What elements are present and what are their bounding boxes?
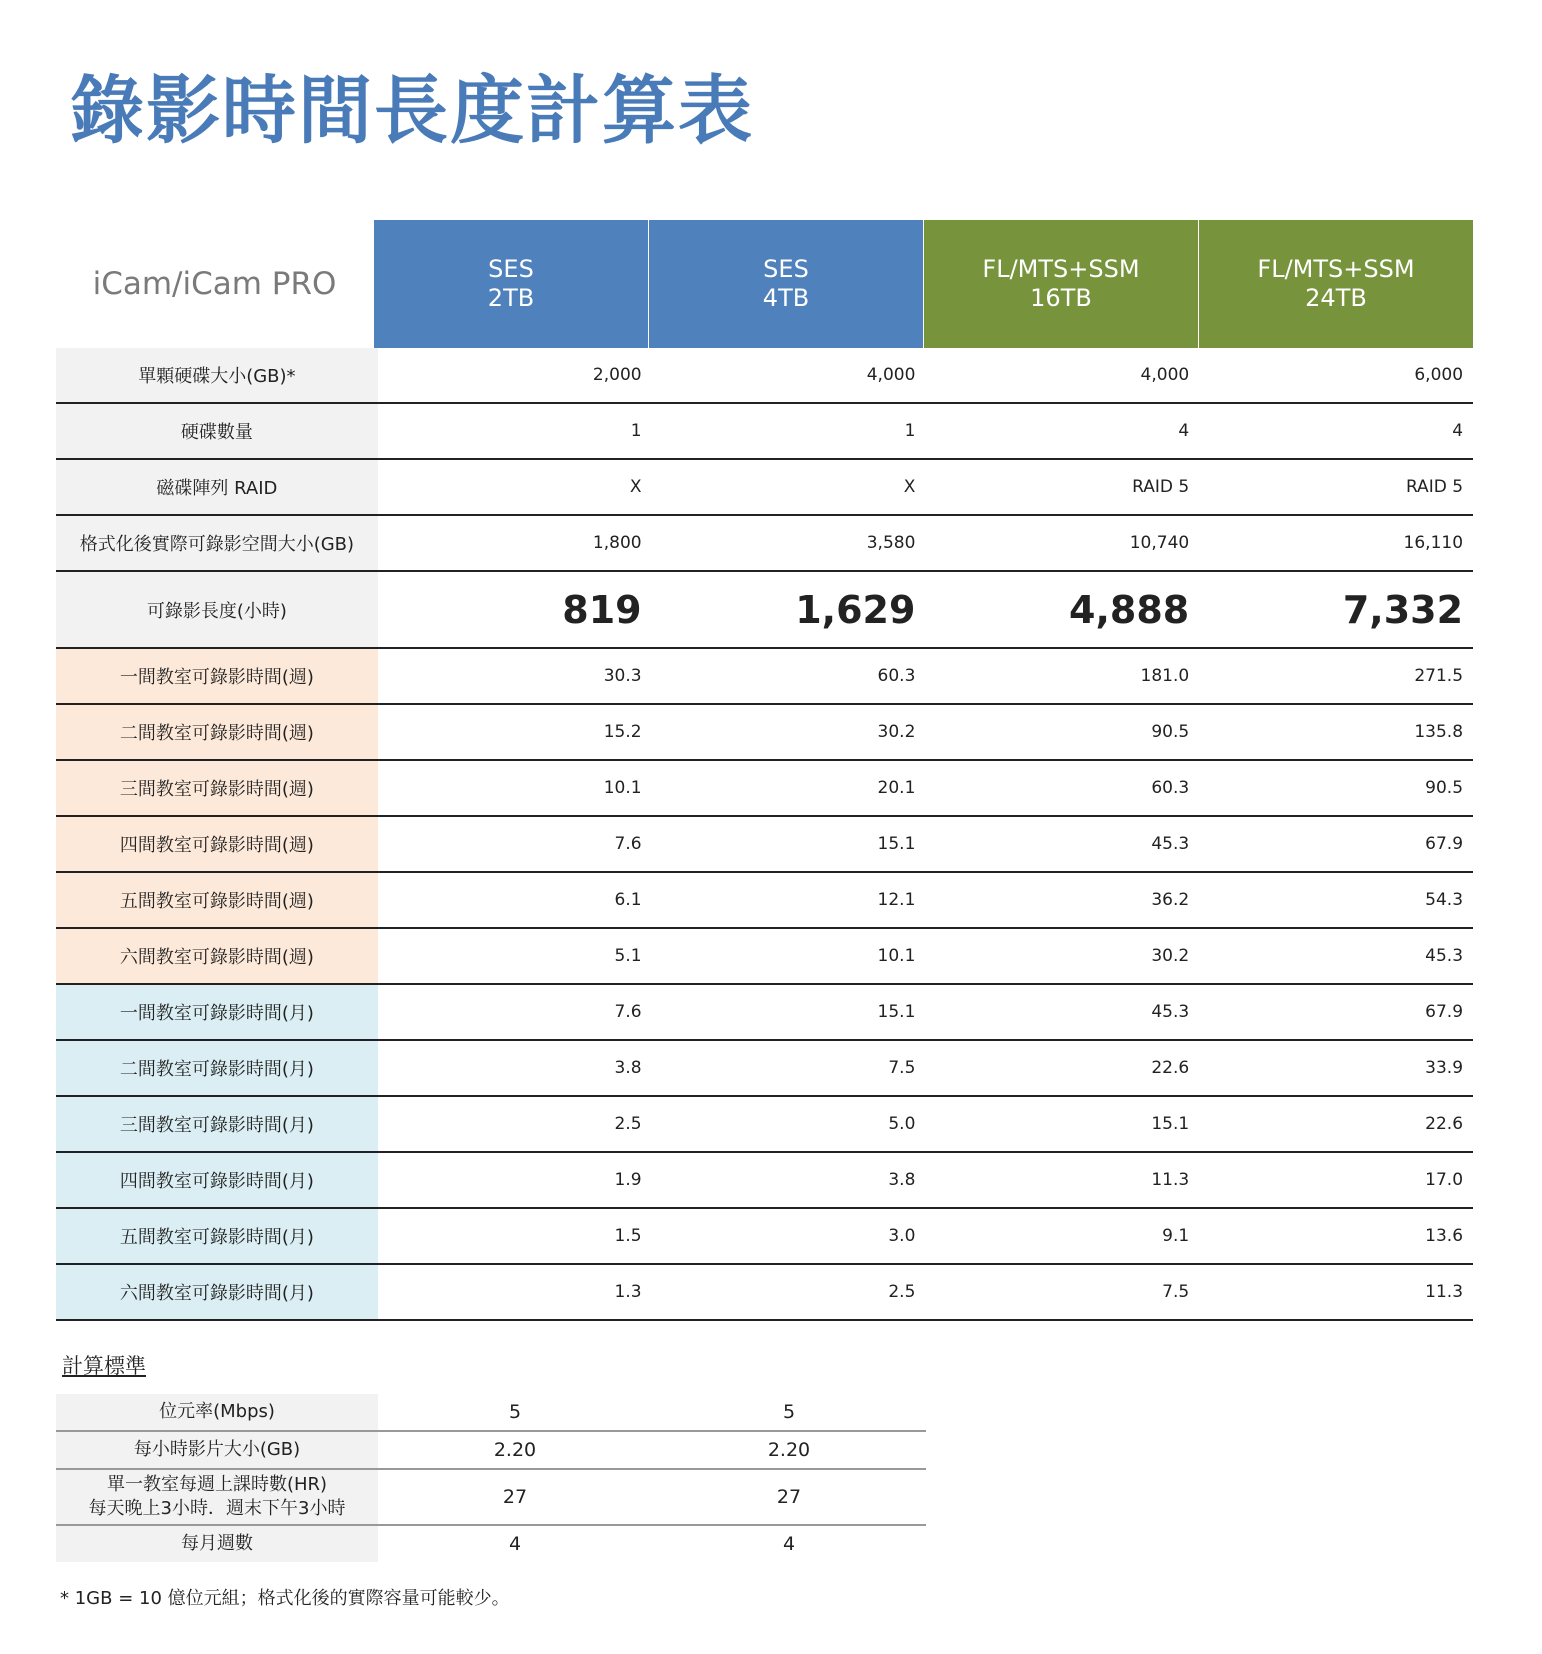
table-row <box>56 1153 1473 1209</box>
calc-label: 每小時影片大小(GB) <box>133 1439 301 1460</box>
cell-value: 5.0 <box>888 1114 916 1134</box>
calc-value: 5 <box>782 1401 796 1423</box>
cell-value: 90.5 <box>1425 778 1464 798</box>
column-model: SES <box>488 255 534 283</box>
row-label: 五間教室可錄影時間(月) <box>56 1209 378 1263</box>
cell-value: 17.0 <box>1425 1170 1464 1190</box>
calc-value: 4 <box>782 1533 796 1555</box>
cell-value: 10.1 <box>877 946 916 966</box>
cell-value: 4,888 <box>1069 587 1190 632</box>
cell-value: 4,000 <box>1140 365 1190 385</box>
column-capacity: 2TB <box>487 284 535 312</box>
cell-value: 30.3 <box>603 666 642 686</box>
calc-label-note: 每天晚上3小時．週末下午3小時 <box>88 1498 346 1519</box>
row-label: 三間教室可錄影時間(週) <box>56 761 378 815</box>
table-row <box>56 1041 1473 1097</box>
cell-value: 10.1 <box>603 778 642 798</box>
row-label: 四間教室可錄影時間(週) <box>56 817 378 871</box>
table-row <box>56 649 1473 705</box>
calc-row <box>56 1394 926 1432</box>
calc-standard-title: 計算標準 <box>62 1354 146 1378</box>
calc-value: 2.20 <box>767 1439 811 1461</box>
cell-value: 20.1 <box>877 778 916 798</box>
cell-value: 5.1 <box>614 946 642 966</box>
product-name: iCam/iCam PRO <box>92 266 337 302</box>
cell-value: 45.3 <box>1151 1002 1190 1022</box>
calc-row <box>56 1526 926 1562</box>
column-model: FL/MTS+SSM <box>982 255 1140 283</box>
cell-value: 67.9 <box>1425 1002 1464 1022</box>
cell-value: 9.1 <box>1162 1226 1190 1246</box>
calc-row <box>56 1432 926 1470</box>
row-label: 一間教室可錄影時間(月) <box>56 985 378 1039</box>
row-label: 二間教室可錄影時間(週) <box>56 705 378 759</box>
cell-value: 15.1 <box>877 834 916 854</box>
cell-value: 67.9 <box>1425 834 1464 854</box>
table-row <box>56 404 1473 460</box>
cell-value: 3,580 <box>866 533 916 553</box>
table-row <box>56 817 1473 873</box>
calc-value: 27 <box>502 1486 528 1508</box>
calc-standard-table <box>56 1394 926 1562</box>
cell-value: 16,110 <box>1403 533 1464 553</box>
calc-label-cell <box>56 1432 378 1468</box>
column-capacity: 24TB <box>1305 284 1367 312</box>
cell-value: 11.3 <box>1425 1282 1464 1302</box>
table-row <box>56 348 1473 404</box>
row-label: 三間教室可錄影時間(月) <box>56 1097 378 1151</box>
calc-value: 2.20 <box>493 1439 537 1461</box>
recording-time-table <box>56 220 1473 1321</box>
row-label: 磁碟陣列 RAID <box>56 460 378 514</box>
column-header <box>923 220 1198 348</box>
cell-value: 12.1 <box>877 890 916 910</box>
cell-value: 135.8 <box>1414 722 1464 742</box>
table-row <box>56 572 1473 649</box>
calc-value: 4 <box>508 1533 522 1555</box>
cell-value: 10,740 <box>1129 533 1190 553</box>
cell-value: 54.3 <box>1425 890 1464 910</box>
page-title: 錄影時間長度計算表 <box>70 68 754 154</box>
calc-value: 27 <box>776 1486 802 1508</box>
table-row <box>56 985 1473 1041</box>
cell-value: 4,000 <box>866 365 916 385</box>
cell-value: 4 <box>1452 421 1464 441</box>
row-label: 二間教室可錄影時間(月) <box>56 1041 378 1095</box>
cell-value: 181.0 <box>1140 666 1190 686</box>
table-row <box>56 460 1473 516</box>
row-label: 可錄影長度(小時) <box>56 572 378 647</box>
cell-value: 60.3 <box>877 666 916 686</box>
table-row <box>56 705 1473 761</box>
cell-value: 4 <box>1178 421 1190 441</box>
cell-value: 2,000 <box>592 365 642 385</box>
row-label: 硬碟數量 <box>56 404 378 458</box>
cell-value: 30.2 <box>877 722 916 742</box>
cell-value: 3.8 <box>614 1058 642 1078</box>
cell-value: 30.2 <box>1151 946 1190 966</box>
cell-value: 13.6 <box>1425 1226 1464 1246</box>
row-label: 格式化後實際可錄影空間大小(GB) <box>56 516 378 570</box>
cell-value: 1.5 <box>614 1226 642 1246</box>
cell-value: 15.1 <box>877 1002 916 1022</box>
row-label: 五間教室可錄影時間(週) <box>56 873 378 927</box>
row-label: 六間教室可錄影時間(週) <box>56 929 378 983</box>
column-capacity: 4TB <box>762 284 810 312</box>
cell-value: 7.5 <box>888 1058 916 1078</box>
cell-value: 819 <box>562 587 642 632</box>
calc-row <box>56 1470 926 1526</box>
column-model: FL/MTS+SSM <box>1257 255 1415 283</box>
calc-label: 位元率(Mbps) <box>159 1401 275 1422</box>
cell-value: RAID 5 <box>1132 477 1190 497</box>
row-label: 單顆硬碟大小(GB)* <box>56 348 378 402</box>
calc-value: 5 <box>508 1401 522 1423</box>
row-label: 四間教室可錄影時間(月) <box>56 1153 378 1207</box>
table-row <box>56 929 1473 985</box>
calc-label: 每月週數 <box>181 1533 253 1554</box>
column-header <box>373 220 648 348</box>
calc-label: 單一教室每週上課時數(HR) <box>106 1474 328 1495</box>
row-label: 一間教室可錄影時間(週) <box>56 649 378 703</box>
cell-value: 2.5 <box>614 1114 642 1134</box>
cell-value: 3.8 <box>888 1170 916 1190</box>
cell-value: 1 <box>904 421 916 441</box>
cell-value: 1.9 <box>614 1170 642 1190</box>
cell-value: 1 <box>630 421 642 441</box>
row-label: 六間教室可錄影時間(月) <box>56 1265 378 1319</box>
cell-value: 7.6 <box>614 1002 642 1022</box>
cell-value: 90.5 <box>1151 722 1190 742</box>
calc-label-cell <box>56 1526 378 1562</box>
cell-value: 22.6 <box>1425 1114 1464 1134</box>
table-row <box>56 873 1473 929</box>
cell-value: RAID 5 <box>1405 477 1464 497</box>
cell-value: 3.0 <box>888 1226 916 1246</box>
calc-label-cell <box>56 1470 378 1524</box>
cell-value: 6.1 <box>614 890 642 910</box>
table-header <box>56 220 1473 348</box>
cell-value: 271.5 <box>1414 666 1464 686</box>
cell-value: 33.9 <box>1425 1058 1464 1078</box>
table-row <box>56 1097 1473 1153</box>
cell-value: 60.3 <box>1151 778 1190 798</box>
column-capacity: 16TB <box>1030 284 1092 312</box>
cell-value: 7.6 <box>614 834 642 854</box>
cell-value: 7.5 <box>1162 1282 1190 1302</box>
cell-value: 6,000 <box>1414 365 1464 385</box>
calc-label-cell <box>56 1394 378 1430</box>
cell-value: 1.3 <box>614 1282 642 1302</box>
cell-value: 2.5 <box>888 1282 916 1302</box>
cell-value: 45.3 <box>1151 834 1190 854</box>
cell-value: X <box>629 477 642 497</box>
table-row <box>56 761 1473 817</box>
cell-value: X <box>903 477 916 497</box>
cell-value: 22.6 <box>1151 1058 1190 1078</box>
footnote: * 1GB = 10 億位元組；格式化後的實際容量可能較少。 <box>60 1588 510 1609</box>
column-header <box>1198 220 1473 348</box>
cell-value: 45.3 <box>1425 946 1464 966</box>
table-row <box>56 516 1473 572</box>
cell-value: 15.2 <box>603 722 642 742</box>
cell-value: 7,332 <box>1342 587 1464 632</box>
cell-value: 11.3 <box>1151 1170 1190 1190</box>
cell-value: 36.2 <box>1151 890 1190 910</box>
cell-value: 1,800 <box>592 533 642 553</box>
cell-value: 1,629 <box>795 587 916 632</box>
table-row <box>56 1209 1473 1265</box>
column-header <box>648 220 923 348</box>
table-row <box>56 1265 1473 1321</box>
cell-value: 15.1 <box>1151 1114 1190 1134</box>
column-model: SES <box>763 255 809 283</box>
